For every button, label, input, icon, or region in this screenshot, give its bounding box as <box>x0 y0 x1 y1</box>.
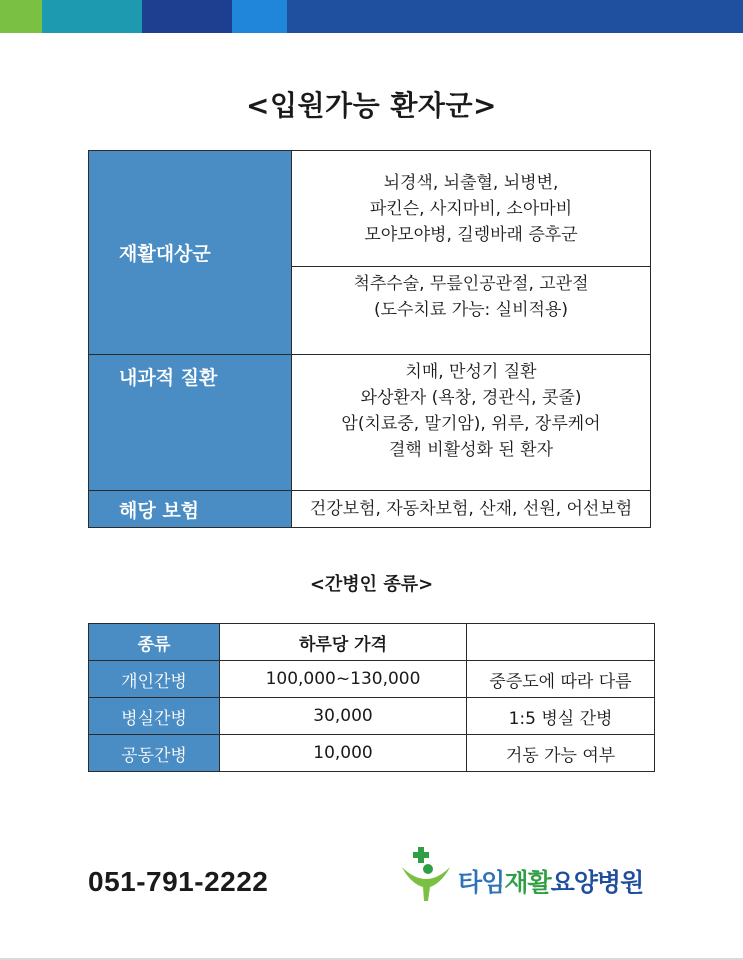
logo-text-part: 요양병원 <box>550 868 644 897</box>
price-cell: 30,000 <box>220 698 467 735</box>
rehab-neuro-cell <box>292 151 651 267</box>
col-header-note <box>467 624 655 661</box>
cell-line: 치매, 만성기 질환 <box>405 362 537 382</box>
bar-segment-navy <box>142 0 232 33</box>
caregiver-title: <간병인 종류> <box>309 574 434 595</box>
note-cell: 거동 가능 여부 <box>467 735 655 772</box>
cell-line: 척추수술, 무릎인공관절, 고관절 <box>353 274 589 294</box>
cell-line: 건강보험, 자동차보험, 산재, 선원, 어선보험 <box>309 499 633 519</box>
table-row <box>89 661 655 698</box>
logo-text-part: 타임 <box>458 868 505 897</box>
bar-segment-teal <box>42 0 142 33</box>
table-row <box>89 698 655 735</box>
cell-line: (도수치료 가능: 실비적용) <box>373 300 569 320</box>
cell-line: 파킨슨, 사지마비, 소아마비 <box>369 198 573 219</box>
cell-line: 뇌경색, 뇌출혈, 뇌병변, <box>383 172 559 193</box>
person-cross-icon <box>398 845 456 903</box>
type-cell: 공동간병 <box>89 735 220 772</box>
type-cell: 병실간병 <box>89 698 220 735</box>
phone-number: 051-791-2222 <box>88 866 269 897</box>
logo-text-part: 재활 <box>504 868 551 897</box>
logo-text <box>458 863 643 899</box>
bar-segment-blue <box>232 0 287 33</box>
caregiver-table <box>88 623 655 772</box>
top-color-bar <box>0 0 743 33</box>
row-header-insurance: 해당 보험 <box>89 491 292 528</box>
row-header-rehab: 재활대상군 <box>89 151 292 355</box>
cell-line: 암(치료중, 말기암), 위루, 장루케어 <box>341 414 601 434</box>
price-cell: 10,000 <box>220 735 467 772</box>
table-header-row <box>89 624 655 661</box>
col-header-type: 종류 <box>89 624 220 661</box>
row-header-internal: 내과적 질환 <box>89 355 292 491</box>
col-header-price: 하루당 가격 <box>220 624 467 661</box>
note-cell: 중증도에 따라 다름 <box>467 661 655 698</box>
cell-line: 모야모야병, 길렝바래 증후군 <box>364 224 578 245</box>
hospital-logo <box>398 845 660 905</box>
price-cell: 100,000~130,000 <box>220 661 467 698</box>
cell-line: 결핵 비활성화 된 환자 <box>388 440 553 460</box>
bar-segment-royal <box>287 0 743 33</box>
rehab-ortho-cell <box>292 267 651 355</box>
type-cell: 개인간병 <box>89 661 220 698</box>
page-title: <입원가능 환자군> <box>245 89 497 122</box>
patient-groups-table <box>88 150 651 528</box>
cell-line: 와상환자 (욕창, 경관식, 콧줄) <box>360 388 582 408</box>
bar-segment-green <box>0 0 42 33</box>
table-row <box>89 735 655 772</box>
note-cell: 1:5 병실 간병 <box>467 698 655 735</box>
internal-disease-cell <box>292 355 651 491</box>
insurance-cell <box>292 491 651 528</box>
